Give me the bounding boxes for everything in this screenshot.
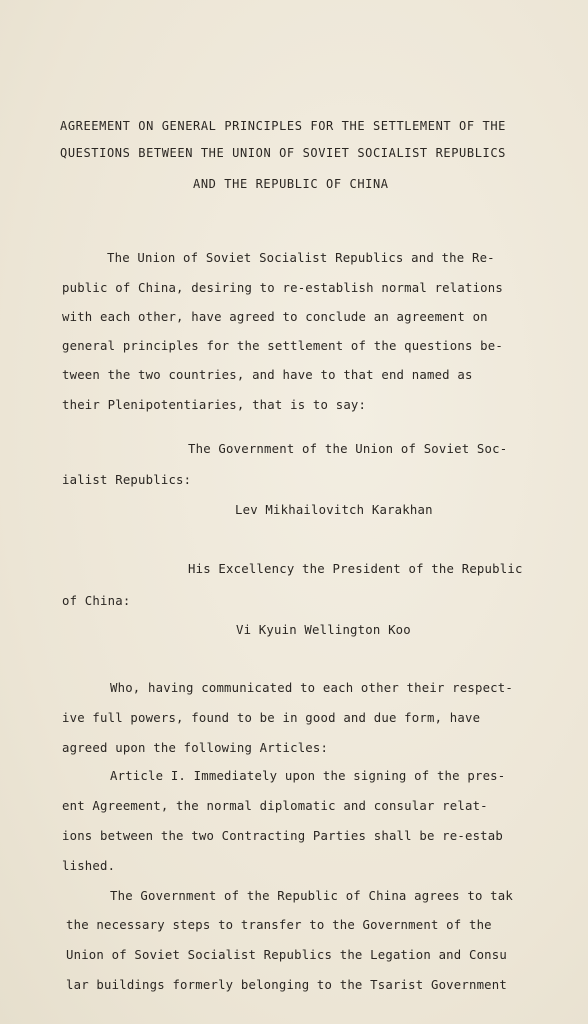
preamble-line-1: The Union of Soviet Socialist Republics and the Re-: [107, 251, 495, 265]
powers-line-1: Who, having communicated to each other their respect-: [110, 681, 513, 695]
china-plenipotentiary: Vi Kyuin Wellington Koo: [236, 623, 411, 637]
china-party-line-2: of China:: [62, 594, 131, 608]
ussr-party-line-1: The Government of the Union of Soviet Soc-: [188, 442, 508, 456]
title-line-1: AGREEMENT ON GENERAL PRINCIPLES FOR THE SETTLEMENT OF THE: [60, 119, 507, 133]
preamble-line-3: with each other, have agreed to conclude an agreement on: [62, 310, 488, 324]
preamble-line-4: general principles for the settlement of the questions be-: [62, 339, 503, 353]
preamble-line-2: public of China, desiring to re-establish normal relations: [62, 281, 503, 295]
china-party-line-1: His Excellency the President of the Republic: [188, 562, 523, 576]
powers-line-2: ive full powers, found to be in good and due form, have: [62, 711, 481, 725]
article1-line-2: ent Agreement, the normal diplomatic and consular relat-: [62, 799, 488, 813]
powers-line-3: agreed upon the following Articles:: [62, 741, 329, 755]
title-line-3: AND THE REPUBLIC OF CHINA: [193, 177, 389, 191]
article1-cont-line-1: The Government of the Republic of China agrees to tak: [110, 889, 513, 903]
article1-cont-line-4: lar buildings formerly belonging to the Tsarist Government: [66, 978, 507, 992]
article1-line-1: Article I. Immediately upon the signing of the pres-: [110, 769, 506, 783]
title-line-2: QUESTIONS BETWEEN THE UNION OF SOVIET SOCIALIST REPUBLICS: [60, 146, 507, 160]
article1-line-3: ions between the two Contracting Parties shall be re-estab: [62, 829, 503, 843]
ussr-plenipotentiary: Lev Mikhailovitch Karakhan: [235, 503, 433, 517]
preamble-line-6: their Plenipotentiaries, that is to say:: [62, 398, 367, 412]
preamble-line-5: tween the two countries, and have to that end named as: [62, 368, 473, 382]
article1-cont-line-2: the necessary steps to transfer to the Government of the: [66, 918, 492, 932]
article1-line-4: lished.: [62, 859, 116, 873]
article1-cont-line-3: Union of Soviet Socialist Republics the Legation and Consu: [66, 948, 507, 962]
ussr-party-line-2: ialist Republics:: [62, 473, 192, 487]
